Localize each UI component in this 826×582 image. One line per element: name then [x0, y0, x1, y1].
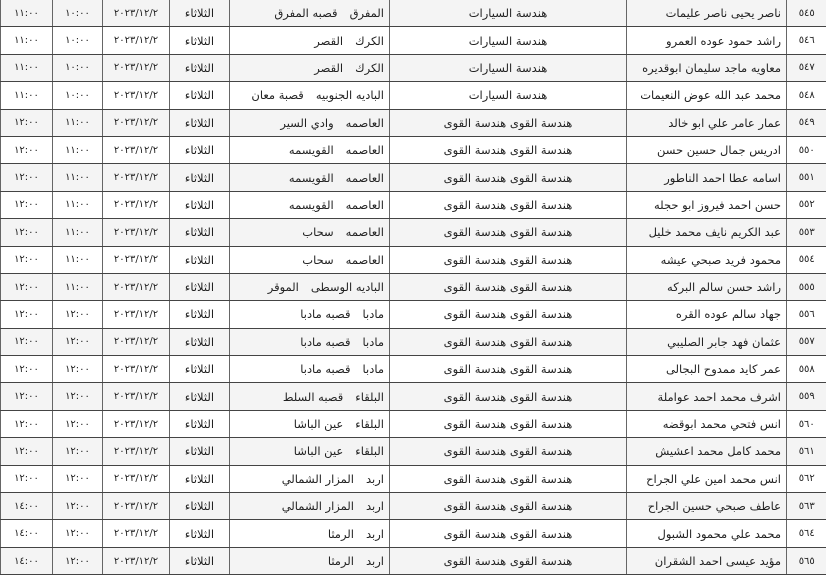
- location-cell: [230, 109, 390, 136]
- specialty: هندسة السيارات: [390, 0, 627, 27]
- district: القصر: [314, 33, 344, 48]
- governorate: العاصمه: [345, 225, 384, 240]
- end-time: ١٢:٠٠: [1, 383, 53, 410]
- specialty: هندسة السيارات: [390, 82, 627, 109]
- table-row: [1, 493, 826, 520]
- location-cell: [230, 465, 390, 492]
- location-cell: [230, 0, 390, 27]
- table-row: [1, 109, 826, 136]
- start-time: ١١:٠٠: [53, 109, 103, 136]
- table-row: [1, 547, 826, 574]
- start-time: ١٢:٠٠: [53, 493, 103, 520]
- end-time: ١٢:٠٠: [1, 191, 53, 218]
- exam-date: ٢٠٢٣/١٢/٢: [103, 219, 170, 246]
- exam-date: ٢٠٢٣/١٢/٢: [103, 520, 170, 547]
- governorate: البلقاء: [355, 417, 384, 432]
- end-time: ١٢:٠٠: [1, 136, 53, 163]
- row-number: ٥٤٥: [787, 0, 826, 27]
- end-time: ١٢:٠٠: [1, 438, 53, 465]
- district: المزار الشمالي: [281, 499, 354, 514]
- table-row: [1, 273, 826, 300]
- governorate: اربد: [366, 499, 384, 514]
- specialty: هندسة السيارات: [390, 27, 627, 54]
- start-time: ١٢:٠٠: [53, 465, 103, 492]
- row-number: ٥٥٠: [787, 136, 826, 163]
- table-row: [1, 328, 826, 355]
- candidate-name: ادريس جمال حسين حسن: [627, 136, 787, 163]
- row-number: ٥٥١: [787, 164, 826, 191]
- row-number: ٥٤٨: [787, 82, 826, 109]
- district: قصبه السلط: [282, 389, 344, 404]
- end-time: ١٢:٠٠: [1, 246, 53, 273]
- end-time: ١١:٠٠: [1, 54, 53, 81]
- governorate: العاصمه: [345, 252, 384, 267]
- exam-day: الثلاثاء: [170, 520, 230, 547]
- exam-day: الثلاثاء: [170, 27, 230, 54]
- start-time: ١٢:٠٠: [53, 547, 103, 574]
- location-cell: [230, 301, 390, 328]
- exam-day: الثلاثاء: [170, 0, 230, 27]
- exam-day: الثلاثاء: [170, 136, 230, 163]
- table-row: [1, 301, 826, 328]
- governorate: العاصمه: [345, 115, 384, 130]
- start-time: ١١:٠٠: [53, 273, 103, 300]
- schedule-rows: [1, 0, 826, 575]
- end-time: ١١:٠٠: [1, 27, 53, 54]
- start-time: ١٠:٠٠: [53, 0, 103, 27]
- candidate-name: راشد حمود عوده العمرو: [627, 27, 787, 54]
- location-cell: [230, 246, 390, 273]
- location-cell: [230, 493, 390, 520]
- end-time: ١١:٠٠: [1, 82, 53, 109]
- start-time: ١٢:٠٠: [53, 410, 103, 437]
- end-time: ١٢:٠٠: [1, 465, 53, 492]
- exam-date: ٢٠٢٣/١٢/٢: [103, 356, 170, 383]
- start-time: ١١:٠٠: [53, 136, 103, 163]
- location-cell: [230, 219, 390, 246]
- exam-date: ٢٠٢٣/١٢/٢: [103, 27, 170, 54]
- candidate-name: عمار عامر علي ابو خالد: [627, 109, 787, 136]
- specialty: هندسة القوى هندسة القوى: [390, 328, 627, 355]
- exam-date: ٢٠٢٣/١٢/٢: [103, 164, 170, 191]
- exam-date: ٢٠٢٣/١٢/٢: [103, 191, 170, 218]
- location-cell: [230, 54, 390, 81]
- end-time: ١٢:٠٠: [1, 164, 53, 191]
- row-number: ٥٥٦: [787, 301, 826, 328]
- start-time: ١٠:٠٠: [53, 82, 103, 109]
- district: عين الباشا: [293, 417, 344, 432]
- governorate: العاصمه: [345, 143, 384, 158]
- row-number: ٥٤٧: [787, 54, 826, 81]
- district: وادي السير: [280, 115, 334, 130]
- end-time: ١٢:٠٠: [1, 301, 53, 328]
- table-row: [1, 219, 826, 246]
- candidate-name: انس فتحي محمد ابوقضه: [627, 410, 787, 437]
- table-row: [1, 27, 826, 54]
- end-time: ١١:٠٠: [1, 0, 53, 27]
- candidate-name: حسن احمد فيروز ابو حجله: [627, 191, 787, 218]
- row-number: ٥٥٨: [787, 356, 826, 383]
- exam-day: الثلاثاء: [170, 273, 230, 300]
- district: القويسمه: [288, 170, 334, 185]
- specialty: هندسة القوى هندسة القوى: [390, 136, 627, 163]
- table-row: [1, 410, 826, 437]
- candidate-name: محمد علي محمود الشبول: [627, 520, 787, 547]
- governorate: الكرك: [355, 60, 384, 75]
- district: قصبه المفرق: [274, 6, 338, 21]
- governorate: الباديه الوسطى: [310, 280, 384, 295]
- governorate: مادبا: [362, 362, 384, 377]
- exam-date: ٢٠٢٣/١٢/٢: [103, 547, 170, 574]
- exam-date: ٢٠٢٣/١٢/٢: [103, 246, 170, 273]
- exam-date: ٢٠٢٣/١٢/٢: [103, 0, 170, 27]
- row-number: ٥٦٣: [787, 493, 826, 520]
- district: سحاب: [302, 252, 334, 267]
- table-row: [1, 520, 826, 547]
- location-cell: [230, 410, 390, 437]
- governorate: المفرق: [349, 6, 384, 21]
- district: الموقر: [267, 280, 299, 295]
- start-time: ١٠:٠٠: [53, 27, 103, 54]
- governorate: مادبا: [362, 307, 384, 322]
- district: سحاب: [302, 225, 334, 240]
- governorate: اربد: [366, 471, 384, 486]
- candidate-name: جهاد سالم عوده القره: [627, 301, 787, 328]
- end-time: ١٢:٠٠: [1, 328, 53, 355]
- candidate-name: عاطف صبحي حسين الجراح: [627, 493, 787, 520]
- table-row: [1, 438, 826, 465]
- governorate: اربد: [366, 554, 384, 568]
- table-row: [1, 54, 826, 81]
- exam-date: ٢٠٢٣/١٢/٢: [103, 438, 170, 465]
- exam-date: ٢٠٢٣/١٢/٢: [103, 54, 170, 81]
- exam-day: الثلاثاء: [170, 82, 230, 109]
- candidate-name: انس محمد امين علي الجراح: [627, 465, 787, 492]
- location-cell: [230, 136, 390, 163]
- exam-day: الثلاثاء: [170, 246, 230, 273]
- start-time: ١١:٠٠: [53, 164, 103, 191]
- row-number: ٥٥٣: [787, 219, 826, 246]
- end-time: ١٢:٠٠: [1, 273, 53, 300]
- table-row: [1, 164, 826, 191]
- district: عين الباشا: [293, 444, 344, 459]
- start-time: ١٢:٠٠: [53, 383, 103, 410]
- exam-date: ٢٠٢٣/١٢/٢: [103, 136, 170, 163]
- row-number: ٥٥٤: [787, 246, 826, 273]
- exam-date: ٢٠٢٣/١٢/٢: [103, 465, 170, 492]
- location-cell: [230, 328, 390, 355]
- candidate-name: محمود فريد صبحي عيشه: [627, 246, 787, 273]
- governorate: الكرك: [355, 33, 384, 48]
- start-time: ١٢:٠٠: [53, 520, 103, 547]
- table-row: [1, 356, 826, 383]
- start-time: ١١:٠٠: [53, 219, 103, 246]
- location-cell: [230, 164, 390, 191]
- specialty: هندسة القوى هندسة القوى: [390, 410, 627, 437]
- row-number: ٥٤٩: [787, 109, 826, 136]
- exam-day: الثلاثاء: [170, 191, 230, 218]
- specialty: هندسة القوى هندسة القوى: [390, 191, 627, 218]
- candidate-name: اسامه عطا احمد الناطور: [627, 164, 787, 191]
- governorate: العاصمه: [345, 170, 384, 185]
- candidate-name: محمد كامل محمد اعشيش: [627, 438, 787, 465]
- table-row: [1, 383, 826, 410]
- specialty: هندسة القوى هندسة القوى: [390, 465, 627, 492]
- exam-date: ٢٠٢٣/١٢/٢: [103, 273, 170, 300]
- row-number: ٥٦٠: [787, 410, 826, 437]
- exam-date: ٢٠٢٣/١٢/٢: [103, 301, 170, 328]
- candidate-name: عثمان فهد جابر الصليبي: [627, 328, 787, 355]
- exam-day: الثلاثاء: [170, 164, 230, 191]
- exam-date: ٢٠٢٣/١٢/٢: [103, 383, 170, 410]
- exam-day: الثلاثاء: [170, 410, 230, 437]
- start-time: ١٢:٠٠: [53, 356, 103, 383]
- exam-date: ٢٠٢٣/١٢/٢: [103, 410, 170, 437]
- specialty: هندسة القوى هندسة القوى: [390, 273, 627, 300]
- candidate-name: عبد الكريم نايف محمد خليل: [627, 219, 787, 246]
- table-row: [1, 136, 826, 163]
- end-time: ١٢:٠٠: [1, 109, 53, 136]
- district: الرمثا: [327, 554, 354, 568]
- specialty: هندسة القوى هندسة القوى: [390, 164, 627, 191]
- exam-day: الثلاثاء: [170, 465, 230, 492]
- location-cell: [230, 191, 390, 218]
- governorate: العاصمه: [345, 197, 384, 212]
- district: قصبه مادبا: [300, 334, 351, 349]
- specialty: هندسة القوى هندسة القوى: [390, 520, 627, 547]
- location-cell: [230, 520, 390, 547]
- start-time: ١٠:٠٠: [53, 54, 103, 81]
- exam-date: ٢٠٢٣/١٢/٢: [103, 493, 170, 520]
- row-number: ٥٦٢: [787, 465, 826, 492]
- district: القويسمه: [288, 197, 334, 212]
- exam-date: ٢٠٢٣/١٢/٢: [103, 82, 170, 109]
- table-row: [1, 465, 826, 492]
- exam-day: الثلاثاء: [170, 438, 230, 465]
- specialty: هندسة القوى هندسة القوى: [390, 438, 627, 465]
- specialty: هندسة القوى هندسة القوى: [390, 109, 627, 136]
- specialty: هندسة السيارات: [390, 54, 627, 81]
- district: القويسمه: [288, 143, 334, 158]
- specialty: هندسة القوى هندسة القوى: [390, 356, 627, 383]
- location-cell: [230, 82, 390, 109]
- start-time: ١٢:٠٠: [53, 328, 103, 355]
- candidate-name: عمر كايد ممدوح البجالى: [627, 356, 787, 383]
- governorate: البلقاء: [355, 389, 384, 404]
- table-row: [1, 246, 826, 273]
- start-time: ١١:٠٠: [53, 191, 103, 218]
- end-time: ١٤:٠٠: [1, 493, 53, 520]
- location-cell: [230, 356, 390, 383]
- end-time: ١٤:٠٠: [1, 547, 53, 574]
- row-number: ٥٦٤: [787, 520, 826, 547]
- row-number: ٥٥٩: [787, 383, 826, 410]
- governorate: الباديه الجنوبيه: [315, 88, 384, 103]
- candidate-name: محمد عبد الله عوض النعيمات: [627, 82, 787, 109]
- row-number: ٥٥٧: [787, 328, 826, 355]
- exam-day: الثلاثاء: [170, 219, 230, 246]
- exam-day: الثلاثاء: [170, 54, 230, 81]
- district: قصبة معان: [251, 88, 304, 103]
- district: الرمثا: [327, 526, 354, 541]
- location-cell: [230, 383, 390, 410]
- exam-date: ٢٠٢٣/١٢/٢: [103, 328, 170, 355]
- specialty: هندسة القوى هندسة القوى: [390, 493, 627, 520]
- row-number: ٥٤٦: [787, 27, 826, 54]
- row-number: ٥٥٥: [787, 273, 826, 300]
- governorate: مادبا: [362, 334, 384, 349]
- exam-day: الثلاثاء: [170, 356, 230, 383]
- end-time: ١٢:٠٠: [1, 356, 53, 383]
- specialty: هندسة القوى هندسة القوى: [390, 246, 627, 273]
- district: القصر: [314, 60, 344, 75]
- location-cell: [230, 27, 390, 54]
- exam-day: الثلاثاء: [170, 383, 230, 410]
- candidate-name: راشد حسن سالم البركه: [627, 273, 787, 300]
- exam-day: الثلاثاء: [170, 301, 230, 328]
- end-time: ١٢:٠٠: [1, 219, 53, 246]
- governorate: البلقاء: [355, 444, 384, 459]
- exam-date: ٢٠٢٣/١٢/٢: [103, 109, 170, 136]
- exam-day: الثلاثاء: [170, 493, 230, 520]
- end-time: ١٢:٠٠: [1, 410, 53, 437]
- row-number: ٥٥٢: [787, 191, 826, 218]
- exam-day: الثلاثاء: [170, 328, 230, 355]
- start-time: ١٢:٠٠: [53, 438, 103, 465]
- governorate: اربد: [366, 526, 384, 541]
- district: قصبه مادبا: [300, 362, 351, 377]
- specialty: هندسة القوى هندسة القوى: [390, 301, 627, 328]
- candidate-name: اشرف محمد احمد عواملة: [627, 383, 787, 410]
- start-time: ١١:٠٠: [53, 246, 103, 273]
- table-row: [1, 82, 826, 109]
- location-cell: [230, 547, 390, 574]
- candidate-name: معاويه ماجد سليمان ابوقديره: [627, 54, 787, 81]
- district: المزار الشمالي: [281, 471, 354, 486]
- table-row: [1, 191, 826, 218]
- specialty: هندسة القوى هندسة القوى: [390, 383, 627, 410]
- row-number: ٥٦١: [787, 438, 826, 465]
- end-time: ١٤:٠٠: [1, 520, 53, 547]
- location-cell: [230, 438, 390, 465]
- row-number: ٥٦٥: [787, 547, 826, 574]
- table-row: [1, 0, 826, 27]
- exam-day: الثلاثاء: [170, 547, 230, 574]
- exam-day: الثلاثاء: [170, 109, 230, 136]
- candidate-name: مؤيد عيسى احمد الشقران: [627, 547, 787, 574]
- location-cell: [230, 273, 390, 300]
- specialty: هندسة القوى هندسة القوى: [390, 547, 627, 574]
- district: قصبه مادبا: [300, 307, 351, 322]
- candidate-name: ناصر يحيى ناصر عليمات: [627, 0, 787, 27]
- start-time: ١٢:٠٠: [53, 301, 103, 328]
- specialty: هندسة القوى هندسة القوى: [390, 219, 627, 246]
